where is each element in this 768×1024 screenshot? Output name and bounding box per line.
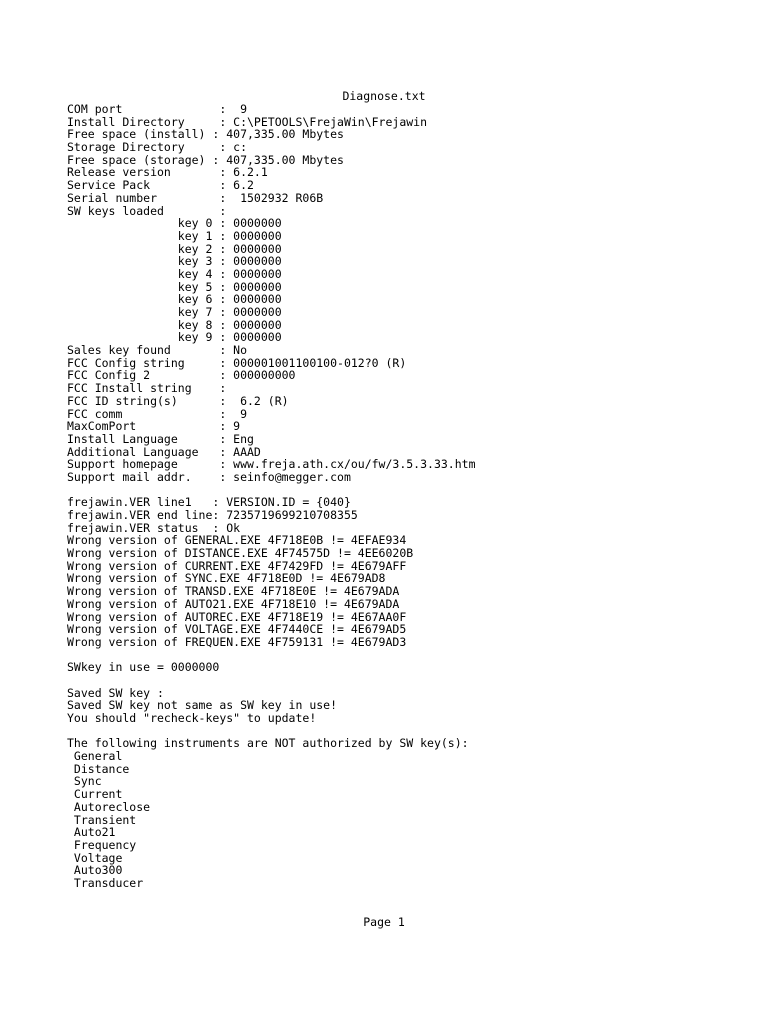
text-line: Wrong version of FREQUEN.EXE 4F759131 != 4E679AD3 [67,634,407,649]
text-line: MaxComPort : 9 [67,419,241,434]
text-line: key 1 : 0000000 [67,228,282,243]
text-line: Distance [67,761,130,776]
text-line: Transient [67,812,137,827]
text-line: Wrong version of VOLTAGE.EXE 4F7440CE != 4E679AD5 [67,622,407,637]
text-line: Voltage [67,850,123,865]
text-line: Autoreclose [67,799,151,814]
text-line: Transducer [67,875,144,890]
text-line: Support mail addr. : seinfo@megger.com [67,469,351,484]
text-line: Storage Directory : c: [67,140,248,155]
text-line: key 0 : 0000000 [67,216,282,231]
text-line: Install Directory : C:\PETOOLS\FrejaWin\Frejawin [67,114,428,129]
text-line: Wrong version of SYNC.EXE 4F718E0D != 4E679AD8 [67,571,386,586]
text-line: Wrong version of AUTOREC.EXE 4F718E19 != 4E67AA0F [67,609,407,624]
text-line: Frequency [67,837,137,852]
text-line: Support homepage : www.freja.ath.cx/ou/fw/3.5.3.33.htm [67,457,476,472]
text-line: General [67,749,123,764]
text-line: Current [67,787,123,802]
text-line: Wrong version of CURRENT.EXE 4F7429FD != 4E679AFF [67,558,407,573]
text-line: You should "recheck-keys" to update! [67,711,317,725]
text-line: Saved SW key not same as SW key in use! [67,698,338,713]
text-line: key 9 : 0000000 [67,330,282,345]
text-line: key 4 : 0000000 [67,266,282,281]
text-line: Additional Language : AAAD [67,444,261,459]
text-line: Wrong version of GENERAL.EXE 4F718E0B != 4EFAE934 [67,533,407,548]
text-line: key 8 : 0000000 [67,317,282,332]
text-line: Sync [67,774,102,789]
text-line: Install Language : Eng [67,431,254,446]
text-line: key 7 : 0000000 [67,305,282,319]
text-line: frejawin.VER status : Ok [67,520,241,535]
text-line: Sales key found : No [67,343,248,358]
text-line: Service Pack : 6.2 [67,178,254,193]
text-line: Wrong version of TRANSD.EXE 4F718E0E != 4E679ADA [67,584,400,599]
text-line: key 5 : 0000000 [67,279,282,294]
text-line: Free space (storage) : 407,335.00 Mbytes [67,152,344,167]
text-line: SWkey in use = 0000000 [67,660,220,675]
text-line: Wrong version of DISTANCE.EXE 4F74575D != 4EE6020B [67,546,414,561]
text-line: SW keys loaded : [67,203,227,218]
text-line: FCC Install string : [67,381,227,396]
text-line: COM port : 9 [67,102,248,116]
text-line: Auto300 [67,863,123,878]
text-line: key 3 : 0000000 [67,254,282,269]
text-line: Auto21 [67,825,116,840]
text-line: FCC ID string(s) : 6.2 (R) [67,393,289,408]
text-line [67,674,476,687]
text-line: FCC comm : 9 [67,406,248,421]
document-title: Diagnose.txt [342,89,426,103]
text-line: FCC Config 2 : 000000000 [67,368,296,383]
text-line: Serial number : 1502932 R06B [67,190,324,205]
page-number: Page 1 [363,915,405,929]
text-line: Free space (install) : 407,335.00 Mbytes [67,127,344,142]
text-line: Saved SW key : [67,685,164,700]
text-line: The following instruments are NOT authorized by SW key(s): [67,736,469,751]
text-line: Release version : 6.2.1 [67,165,268,180]
document-body [67,103,476,890]
text-line: FCC Config string : 000001001100100-012?0 (R) [67,355,407,370]
text-line: key 6 : 0000000 [67,292,282,307]
text-line: frejawin.VER end line: 7235719699210708355 [67,508,358,522]
text-line: frejawin.VER line1 : VERSION.ID = {040} [67,495,351,510]
text-line: key 2 : 0000000 [67,241,282,256]
text-line: Wrong version of AUTO21.EXE 4F718E10 != 4E679ADA [67,596,400,611]
